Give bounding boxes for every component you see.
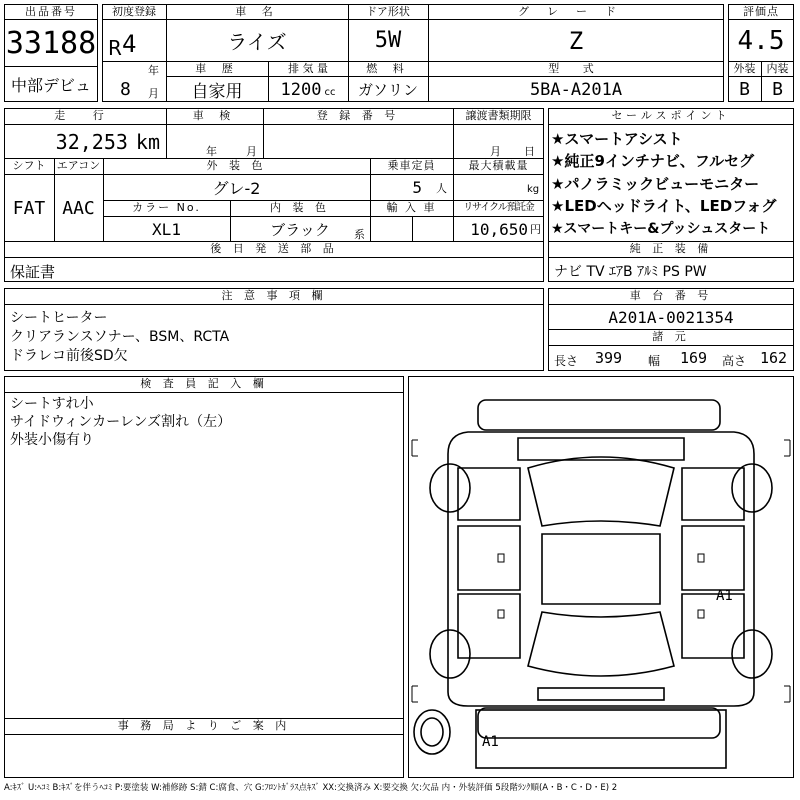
note-line-3: ドラレコ前後SD欠: [10, 348, 128, 364]
mileage-unit: km: [135, 129, 160, 154]
wheel-rear-right: [732, 630, 772, 678]
capacity: 5: [412, 178, 422, 197]
ext-grade: B: [739, 79, 750, 100]
chassis-number: A201A-0021354: [608, 307, 734, 327]
exterior-color: グレ-2: [212, 179, 261, 198]
sales-point-4: ★LEDヘッドライト、LEDフォグ: [551, 197, 777, 215]
notes-label: 注 意 事 項 欄: [221, 289, 327, 302]
history: 自家用: [191, 82, 243, 102]
interior-color: ブラック: [270, 220, 330, 239]
fuel: ガソリン: [357, 81, 418, 99]
int-grade-label: 内装: [766, 62, 789, 75]
wheel-rear-left: [430, 630, 470, 678]
color-no: XL1: [152, 219, 181, 239]
interior-color-label: 内 装 色: [270, 201, 330, 214]
exterior-color-label: 外 装 色: [206, 159, 267, 172]
reg-month: 8: [120, 79, 131, 100]
inspection-year-unit: 年: [206, 145, 217, 158]
shift-label: シフト: [12, 159, 46, 172]
reg-number-label: 登 録 番 号: [316, 109, 400, 122]
car-name: ライズ: [227, 30, 287, 54]
windshield: [528, 457, 674, 526]
model: 5BA-A201A: [529, 79, 623, 100]
ext-grade-label: 外装: [733, 62, 756, 75]
era: R: [108, 36, 122, 60]
max-load-unit: kg: [527, 184, 540, 195]
lot-label: 出品番号: [25, 5, 77, 18]
recycle-unit: 円: [530, 223, 541, 236]
displacement-unit: cc: [324, 86, 336, 98]
roof-panel: [542, 534, 660, 604]
recycle-label: リサイクル預託金: [463, 202, 534, 213]
displacement-cell: [268, 77, 348, 102]
first-reg-label: 初度登録: [112, 5, 156, 18]
recycle: 10,650: [470, 219, 528, 239]
rear-window: [528, 612, 674, 676]
score-label: 評価点: [743, 5, 779, 18]
office-label: 事 務 局 よ り ご 案 内: [117, 719, 291, 732]
inspector-line-1: シートすれ小: [10, 396, 94, 412]
fuel-label: 燃 料: [366, 62, 410, 75]
door-type: 5W: [374, 28, 402, 53]
right-rear-door: [682, 594, 744, 658]
sales-point-1: ★スマートアシスト: [551, 130, 683, 148]
capacity-label: 乗車定員: [387, 159, 436, 172]
displacement: 1200: [280, 79, 322, 100]
inspector-line-3: 外装小傷有り: [10, 432, 94, 448]
color-no-label: カラー No.: [132, 201, 201, 214]
mileage-cell: [4, 125, 166, 158]
car-name-label: 車 名: [235, 5, 279, 18]
front-bumper: [478, 400, 720, 430]
chassis-label: 車 台 番 号: [629, 289, 713, 302]
damage-mark-right: A1: [716, 588, 733, 604]
left-front-door: [458, 526, 520, 590]
shift: FAT: [12, 197, 46, 219]
right-front-door: [682, 526, 744, 590]
displacement-label: 排 気 量: [288, 62, 328, 75]
capacity-cell: [370, 175, 453, 200]
recycle-cell: [453, 217, 544, 241]
damage-mark-bottom: A1: [482, 734, 499, 750]
width: 169: [680, 349, 708, 367]
legend: A:ｷｽﾞ U:ﾍｺﾐ B:ｷｽﾞを伴うﾍｺﾐ P:要塗装 W:補修跡 S:錆 C:腐食、穴 G:ﾌﾛﾝﾄｶﾞﾗｽ点ｷｽﾞ XX:交換済み X:要交換 欠:欠品 内・外装評価 5段階ﾗﾝｸ順(A・B・C・D・E) 2: [4, 783, 618, 793]
note-line-2: クリアランスソナー、BSM、RCTA: [10, 329, 230, 345]
width-label: 幅: [648, 354, 661, 368]
capacity-unit: 人: [436, 181, 447, 195]
sales-point-2: ★純正9インチナビ、フルセグ: [551, 152, 755, 170]
body-outline: [448, 432, 754, 706]
inspector-label: 検 査 員 記 入 欄: [140, 377, 268, 390]
transfer-day-unit: 日: [524, 145, 535, 158]
rear-bumper: [478, 708, 720, 738]
equipment-label: 純 正 装 備: [629, 242, 713, 255]
year-unit: 年: [148, 64, 159, 77]
venue: 中部デビュ: [10, 75, 91, 95]
later-parts-label: 後 日 発 送 部 品: [210, 242, 338, 255]
height: 162: [760, 349, 788, 367]
reg-year: 4: [122, 30, 137, 58]
ac-label: エアコン: [56, 159, 101, 172]
sales-points-label: セールスポイント: [611, 109, 731, 122]
wheel-front-right: [732, 464, 772, 512]
later-parts: 保証書: [10, 263, 56, 281]
ac: AAC: [62, 197, 95, 219]
dims-label: 諸 元: [652, 330, 690, 343]
inspection-month-unit: 月: [246, 145, 257, 158]
transfer-month-unit: 月: [490, 145, 501, 158]
left-rear-door: [458, 594, 520, 658]
model-label: 型 式: [548, 62, 604, 75]
int-grade: B: [772, 79, 783, 100]
max-load-label: 最大積載量: [468, 159, 529, 172]
car-diagram: [408, 376, 794, 778]
equipment-value: ナビ TV ｴｱB ｱﾙﾐ PS PW: [554, 264, 707, 280]
length-label: 長さ: [554, 354, 579, 368]
score: 4.5: [737, 25, 785, 56]
month-unit: 月: [148, 87, 159, 100]
note-line-1: シートヒーター: [10, 310, 108, 326]
import-label: 輸 入 車: [386, 201, 437, 214]
height-label: 高さ: [722, 354, 747, 368]
history-label: 車 歴: [195, 62, 239, 75]
sales-point-5: ★スマートキー&プッシュスタート: [551, 221, 771, 237]
transfer-label: 譲渡書類期限: [465, 109, 532, 122]
door-label: ドア形状: [366, 5, 410, 18]
grade: Z: [568, 26, 584, 55]
inspection-label: 車 検: [192, 109, 237, 122]
grade-label: グレード: [518, 5, 634, 18]
lot-number: 33188: [5, 25, 97, 61]
inspector-line-2: サイドウィンカーレンズ割れ（左）: [10, 414, 232, 430]
sales-point-3: ★パノラミックビューモニター: [551, 175, 760, 193]
interior-color-suffix: 系: [354, 228, 365, 241]
mileage: 32,253: [55, 129, 128, 154]
spare-tire: [414, 710, 450, 754]
wheel-front-left: [430, 464, 470, 512]
tailgate: [538, 688, 664, 700]
mileage-label: 走 行: [54, 109, 116, 122]
length: 399: [595, 349, 623, 367]
underbody-panel: [476, 710, 726, 768]
